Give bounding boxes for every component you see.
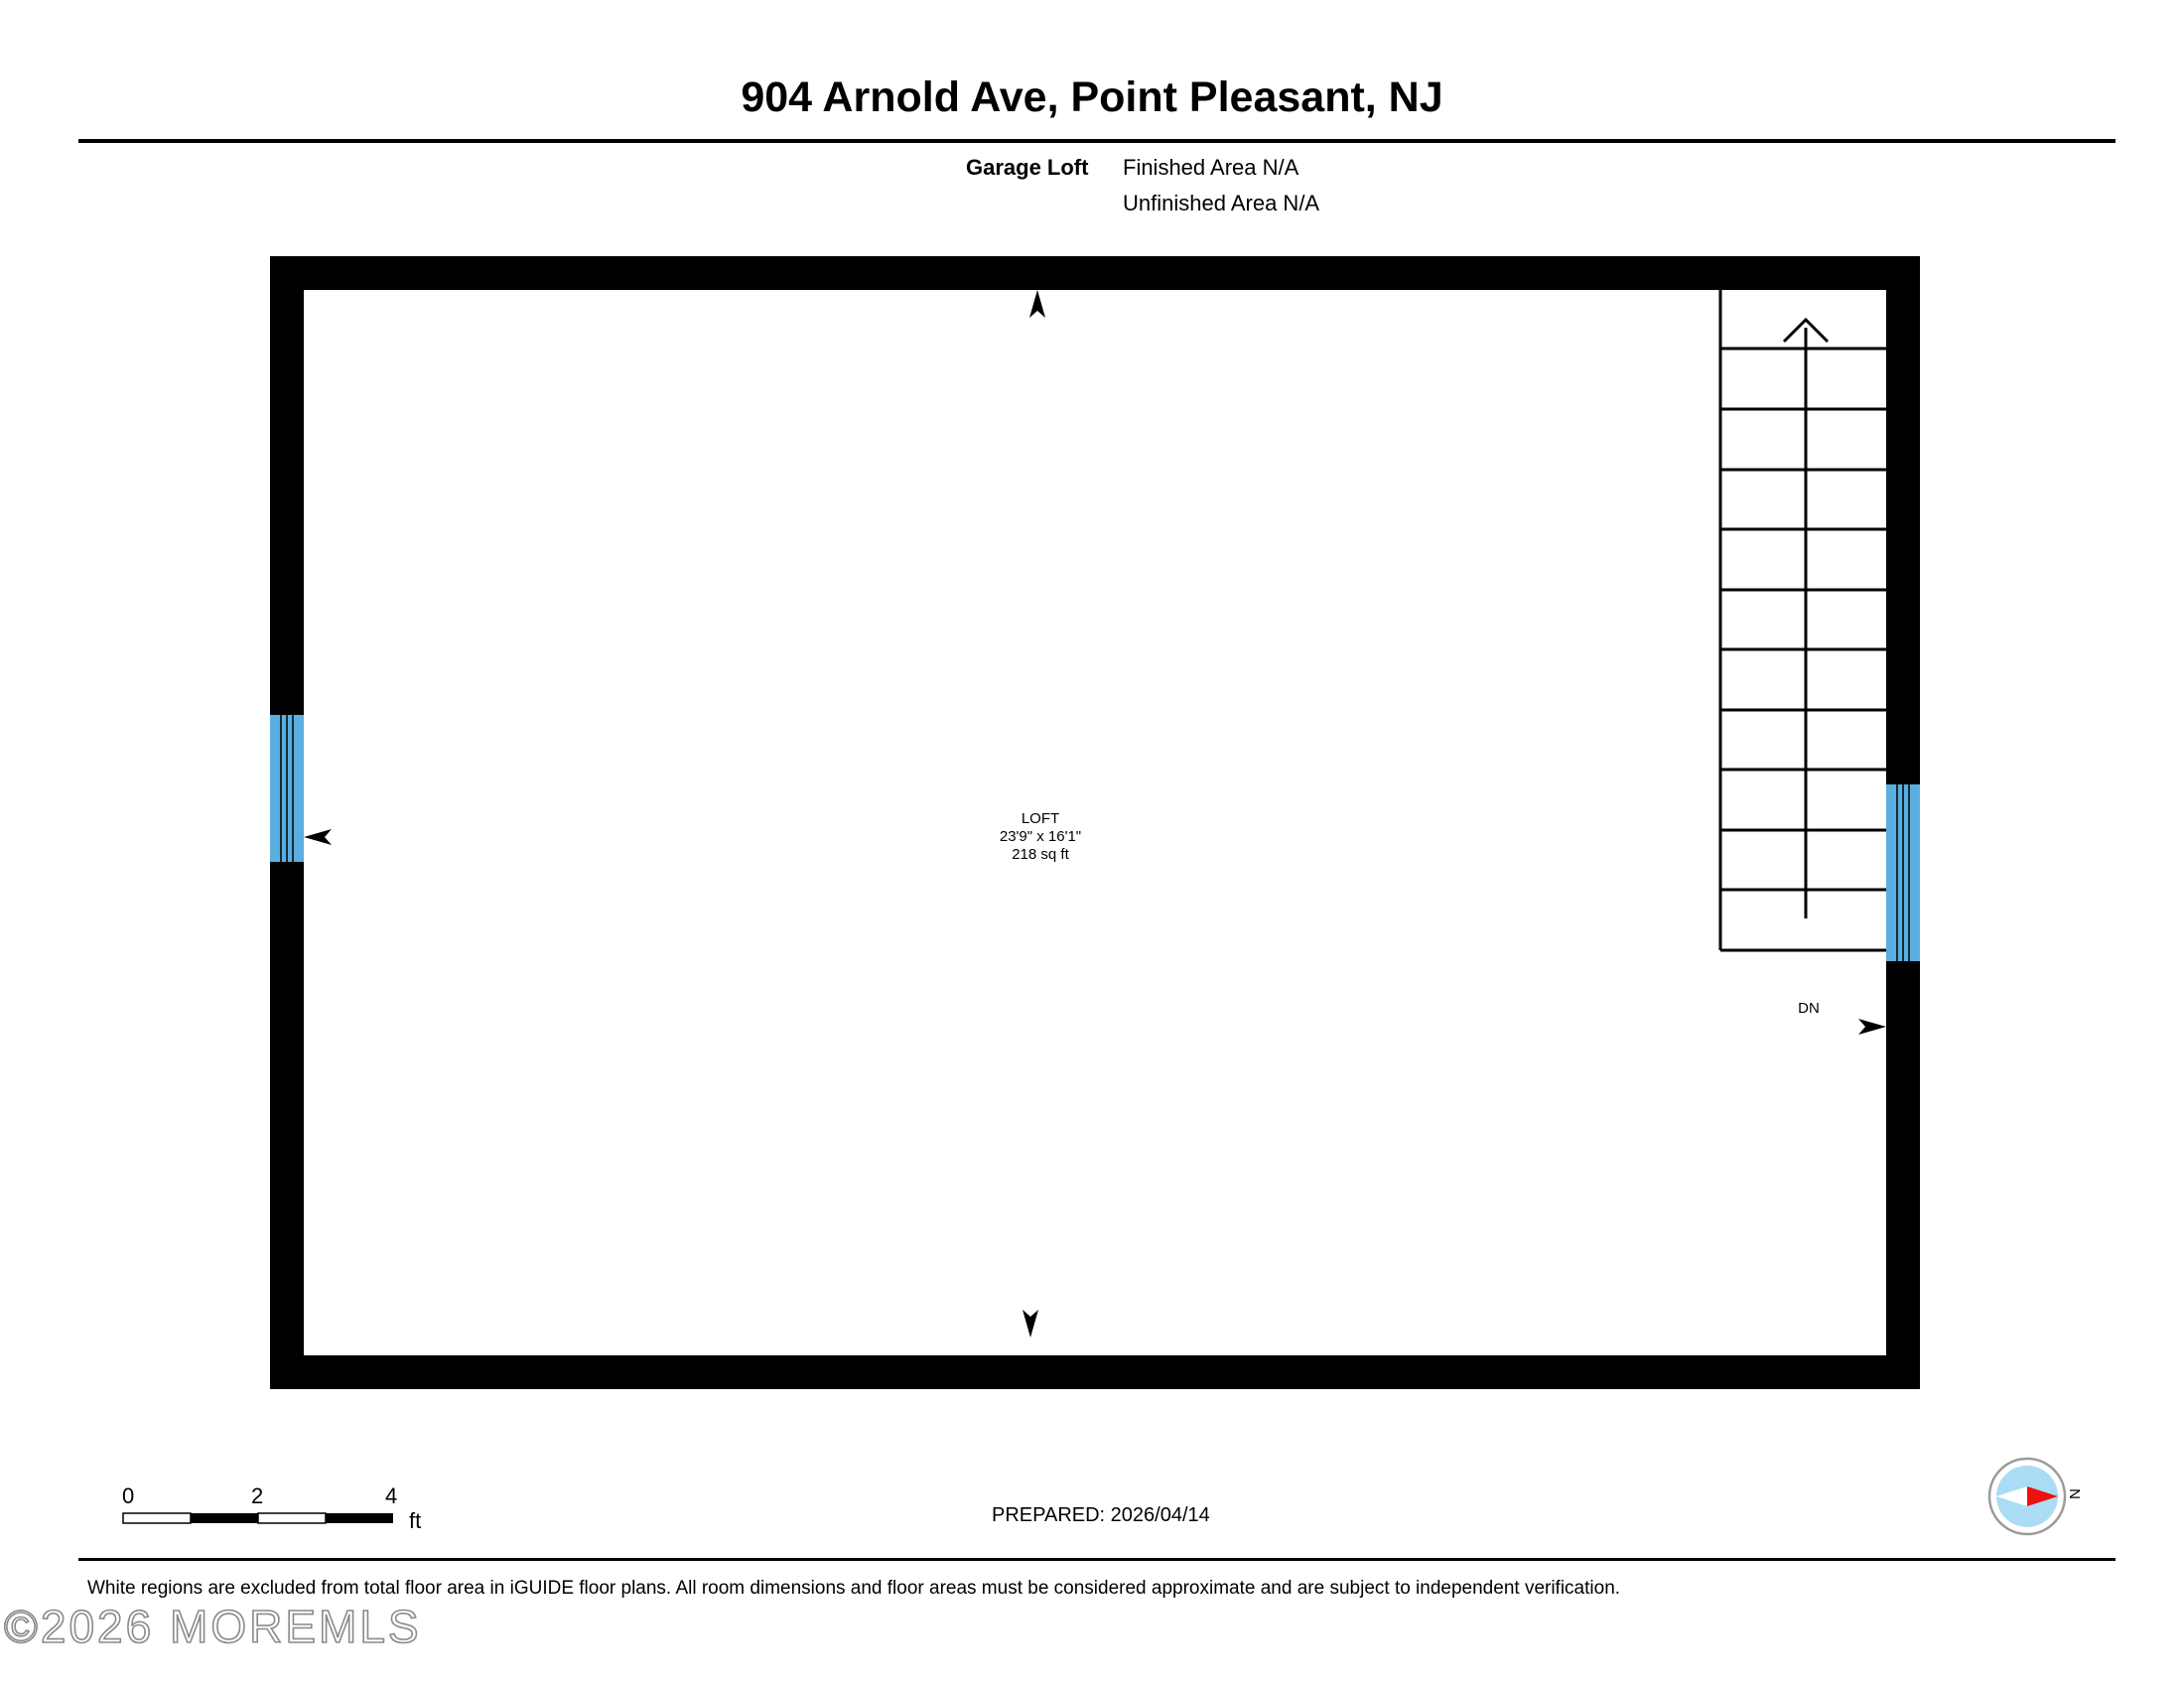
staircase	[1720, 290, 1886, 950]
stairs-down-label: DN	[1798, 1000, 1820, 1017]
view-marker-right-icon	[1858, 1019, 1886, 1035]
window-left	[270, 715, 304, 862]
room-name: LOFT	[1021, 810, 1060, 827]
floor-name: Garage Loft	[966, 155, 1089, 180]
scale-unit: ft	[409, 1508, 422, 1533]
unfinished-area: Unfinished Area N/A	[1123, 191, 1320, 215]
scale-bar	[123, 1513, 393, 1523]
window-right	[1886, 784, 1920, 961]
room-area: 218 sq ft	[1012, 846, 1069, 863]
scale-label-0: 0	[122, 1483, 135, 1508]
compass-direction: N	[2065, 1488, 2083, 1499]
watermark: ©2026 MOREMLS	[4, 1601, 422, 1652]
compass-icon	[1989, 1459, 2065, 1534]
disclaimer: White regions are excluded from total floor area in iGUIDE floor plans. All room dimensions and floor areas must be considered approximate and are subject to independent verification.	[87, 1578, 1621, 1599]
footer-divider	[78, 1558, 2116, 1561]
scale-label-2: 2	[251, 1483, 264, 1508]
view-marker-bottom-icon	[1023, 1310, 1038, 1337]
view-marker-top-icon	[1029, 290, 1045, 318]
prepared-date: PREPARED: 2026/04/14	[992, 1504, 1210, 1526]
room-dimensions: 23'9" x 16'1"	[999, 828, 1082, 845]
finished-area: Finished Area N/A	[1123, 155, 1299, 180]
page-title: 904 Arnold Ave, Point Pleasant, NJ	[741, 73, 1443, 121]
scale-label-4: 4	[385, 1483, 398, 1508]
view-marker-left-icon	[304, 829, 332, 845]
